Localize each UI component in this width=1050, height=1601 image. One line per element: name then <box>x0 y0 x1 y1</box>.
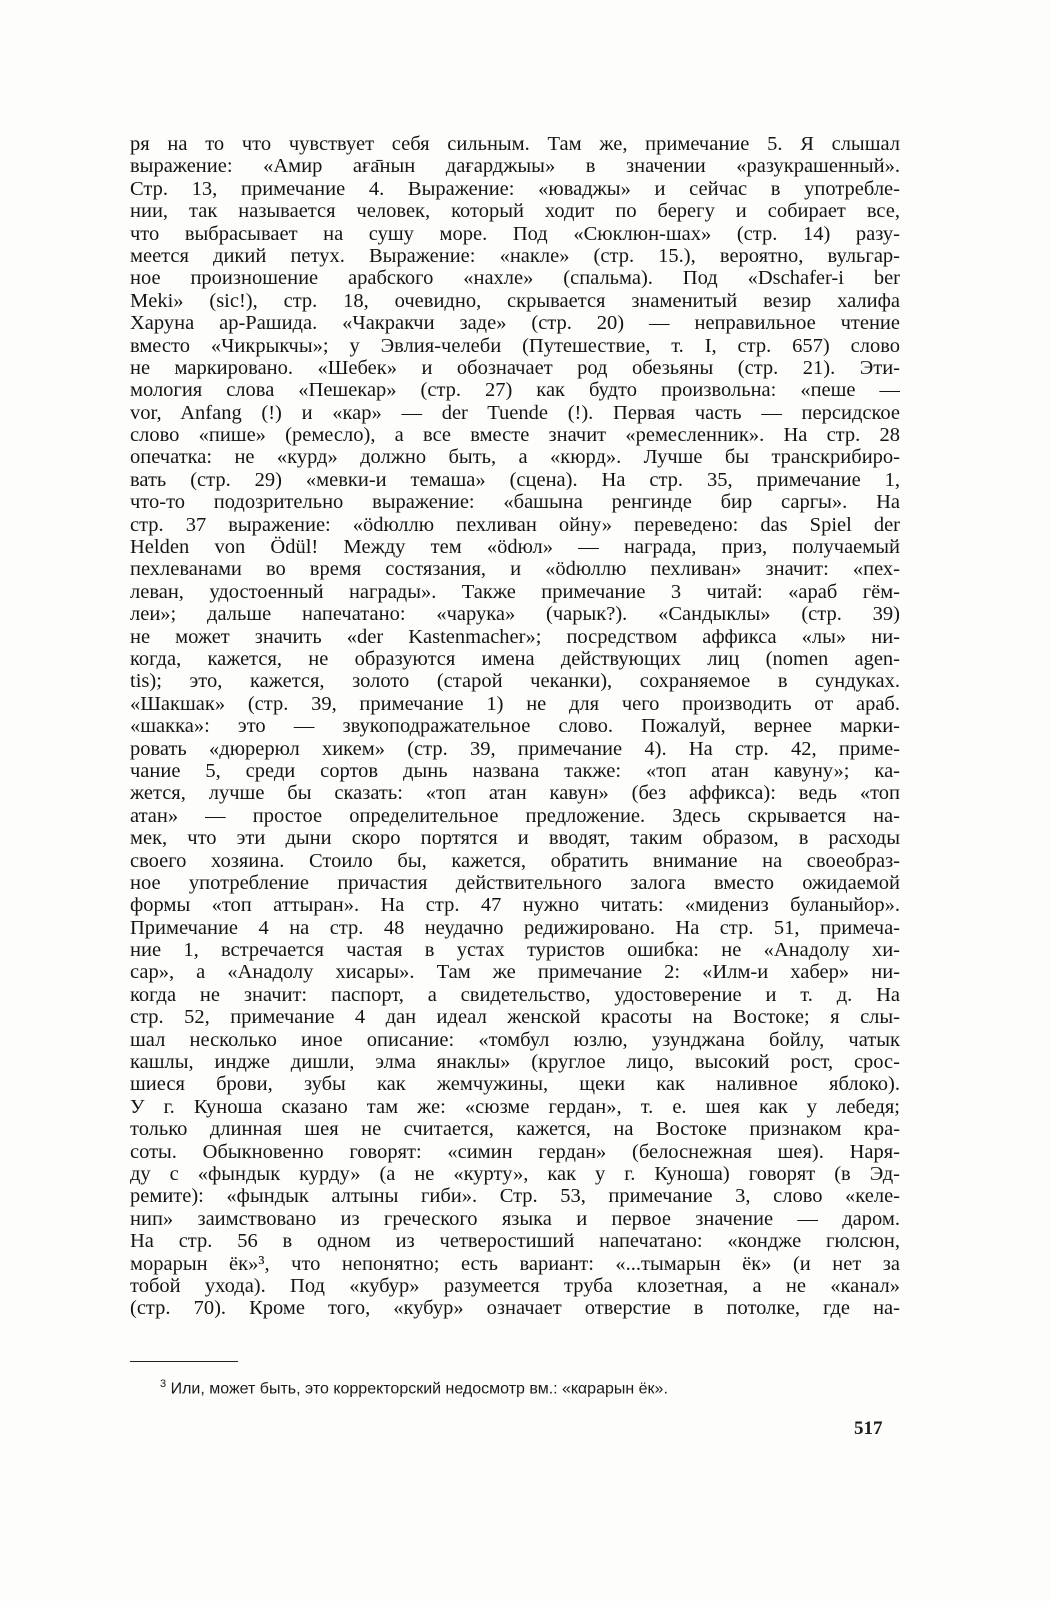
text-line: нип» заимствовано из греческого языка и первое значение — даром. <box>130 1207 900 1230</box>
text-line: сар», а «Анадолу хисары». Там же примечание 2: «Илм-и хабер» ни- <box>130 961 900 984</box>
text-line: стр. 37 выражение: «ödюллю пехливан ойну» переведено: das Spiel der <box>130 513 900 536</box>
text-line: Helden von Ödül! Между тем «ödюл» — награда, приз, получаемый <box>130 536 900 559</box>
text-line: «шакка»: это — звукоподражательное слово. Пожалуй, вернее марки- <box>130 715 900 738</box>
text-line: мология слова «Пешекар» (стр. 27) как будто произвольна: «пеше — <box>130 379 900 402</box>
text-line: Стр. 13, примечание 4. Выражение: «юваджы» и сейчас в употребле- <box>130 177 900 200</box>
text-line: стр. 52, примечание 4 дан идеал женской красоты на Востоке; я слы- <box>130 1006 900 1029</box>
text-line: атан» — простое определительное предложение. Здесь скрывается на- <box>130 804 900 827</box>
text-line: вместо «Чикрыкчы»; у Эвлия-челеби (Путешествие, т. I, стр. 657) слово <box>130 334 900 357</box>
text-line: пехлеванами во время состязания, и «ödюллю пехливан» значит: «пех- <box>130 558 900 581</box>
text-line: леван, удостоенный награды». Также примечание 3 читай: «араб гём- <box>130 580 900 603</box>
footnote <box>160 1374 668 1399</box>
text-line: слово «пише» (ремесло), а все вместе значит «ремесленник». На стр. 28 <box>130 424 900 447</box>
text-line: Примечание 4 на стр. 48 неудачно редижировано. На стр. 51, примеча- <box>130 916 900 939</box>
text-line: не может значить «der Kastenmacher»; посредством аффикса «лы» ни- <box>130 625 900 648</box>
text-line: На стр. 56 в одном из четверостиший напечатано: «кондже гюлсюн, <box>130 1230 900 1253</box>
text-line: ное произношение арабского «нахле» (спальма). Под «Dschafer-i ber <box>130 267 900 290</box>
text-line: что-то подозрительно выражение: «башына ренгинде бир саргы». На <box>130 491 900 514</box>
text-line: ное употребление причастия действительного залога вместо ожидаемой <box>130 871 900 894</box>
text-line: tis); это, кажется, золото (старой чеканки), сохраняемое в сундуках. <box>130 670 900 693</box>
text-line: Харуна ар-Рашида. «Чакракчи заде» (стр. 20) — неправильное чтение <box>130 312 900 335</box>
text-line: кашлы, индже дишли, элма янаклы» (круглое лицо, высокий рост, срос- <box>130 1051 900 1074</box>
text-line: формы «топ аттыран». На стр. 47 нужно читать: «мидениз буланыйор». <box>130 894 900 917</box>
text-line: своего хозяина. Стоило бы, кажется, обратить внимание на своеобраз- <box>130 849 900 872</box>
text-line: меется дикий петух. Выражение: «накле» (стр. 15.), вероятно, вульгар- <box>130 244 900 267</box>
text-line: тобой ухода). Под «кубур» разумеется труба клозетная, а не «канал» <box>130 1274 900 1297</box>
text-line: Meki» (sic!), стр. 18, очевидно, скрывается знаменитый везир халифа <box>130 289 900 312</box>
footnote-separator <box>130 1361 238 1362</box>
footnote-marker: 3 <box>160 1378 167 1390</box>
text-line: мек, что эти дыни скоро портятся и вводят, таким образом, в расходы <box>130 827 900 850</box>
text-line: шиеся брови, зубы как жемчужины, щеки как наливное яблоко). <box>130 1073 900 1096</box>
body-text <box>130 133 900 1320</box>
text-line: когда не значит: паспорт, а свидетельство, удостоверение и т. д. На <box>130 983 900 1006</box>
page-number: 517 <box>854 1418 883 1439</box>
text-line: (стр. 70). Кроме того, «кубур» означает отверстие в потолке, где на- <box>130 1297 900 1320</box>
text-line: жется, лучше бы сказать: «топ атан кавун» (без аффикса): ведь «топ <box>130 782 900 805</box>
text-line: vor, Anfang (!) и «кар» — der Tuende (!). Первая часть — персидское <box>130 401 900 424</box>
text-line: леи»; дальше напечатано: «чарука» (чарык?). «Сандыклы» (стр. 39) <box>130 603 900 626</box>
text-line: только длинная шея не считается, кажется, на Востоке признаком кра- <box>130 1118 900 1141</box>
text-line: морарын ёк»³, что непонятно; есть вариант: «...тымарын ёк» (и нет за <box>130 1252 900 1275</box>
text-line: что выбрасывает на сушу море. Под «Сюклюн-шах» (стр. 14) разу- <box>130 222 900 245</box>
text-line: выражение: «Амир аға̄нын дағарджыы» в значении «разукрашенный». <box>130 155 900 178</box>
text-line: когда, кажется, не образуются имена действующих лиц (nomen agen- <box>130 647 900 670</box>
text-line: чание 5, среди сортов дынь названа также: «топ атан кавуну»; ка- <box>130 759 900 782</box>
text-line: нии, так называется человек, который ходит по берегу и собирает все, <box>130 200 900 223</box>
text-line: «Шакшак» (стр. 39, примечание 1) не для чего производить от араб. <box>130 692 900 715</box>
text-line: соты. Обыкновенно говорят: «симин гердан» (белоснежная шея). Наря- <box>130 1140 900 1163</box>
text-line: ровать «дюрерюл хикем» (стр. 39, примечание 4). На стр. 42, приме- <box>130 737 900 760</box>
text-line: ря на то что чувствует себя сильным. Там же, примечание 5. Я слышал <box>130 133 900 155</box>
text-line: не маркировано. «Шебек» и обозначает род обезьяны (стр. 21). Эти- <box>130 356 900 379</box>
footnote-text: Или, может быть, это корректорский недосмотр вм.: «кαрарын ёк». <box>166 1380 668 1398</box>
text-line: вать (стр. 29) «мевки-и темаша» (сцена). На стр. 35, примечание 1, <box>130 468 900 491</box>
text-line: ние 1, встречается частая в устах туристов ошибка: не «Анадолу хи- <box>130 939 900 962</box>
text-line: шал несколько иное описание: «томбул юзлю, узунджана бойлу, чатык <box>130 1028 900 1051</box>
text-line: У г. Куноша сказано там же: «сюзме гердан», т. е. шея как у лебедя; <box>130 1095 900 1118</box>
text-line: ремите): «фындык алтыны гиби». Стр. 53, примечание 3, слово «келе- <box>130 1185 900 1208</box>
text-line: ду с «фындык курду» (а не «курту», как у г. Куноша) говорят (в Эд- <box>130 1162 900 1185</box>
text-line: опечатка: не «курд» должно быть, а «кюрд». Лучше бы транскрибиро- <box>130 446 900 469</box>
